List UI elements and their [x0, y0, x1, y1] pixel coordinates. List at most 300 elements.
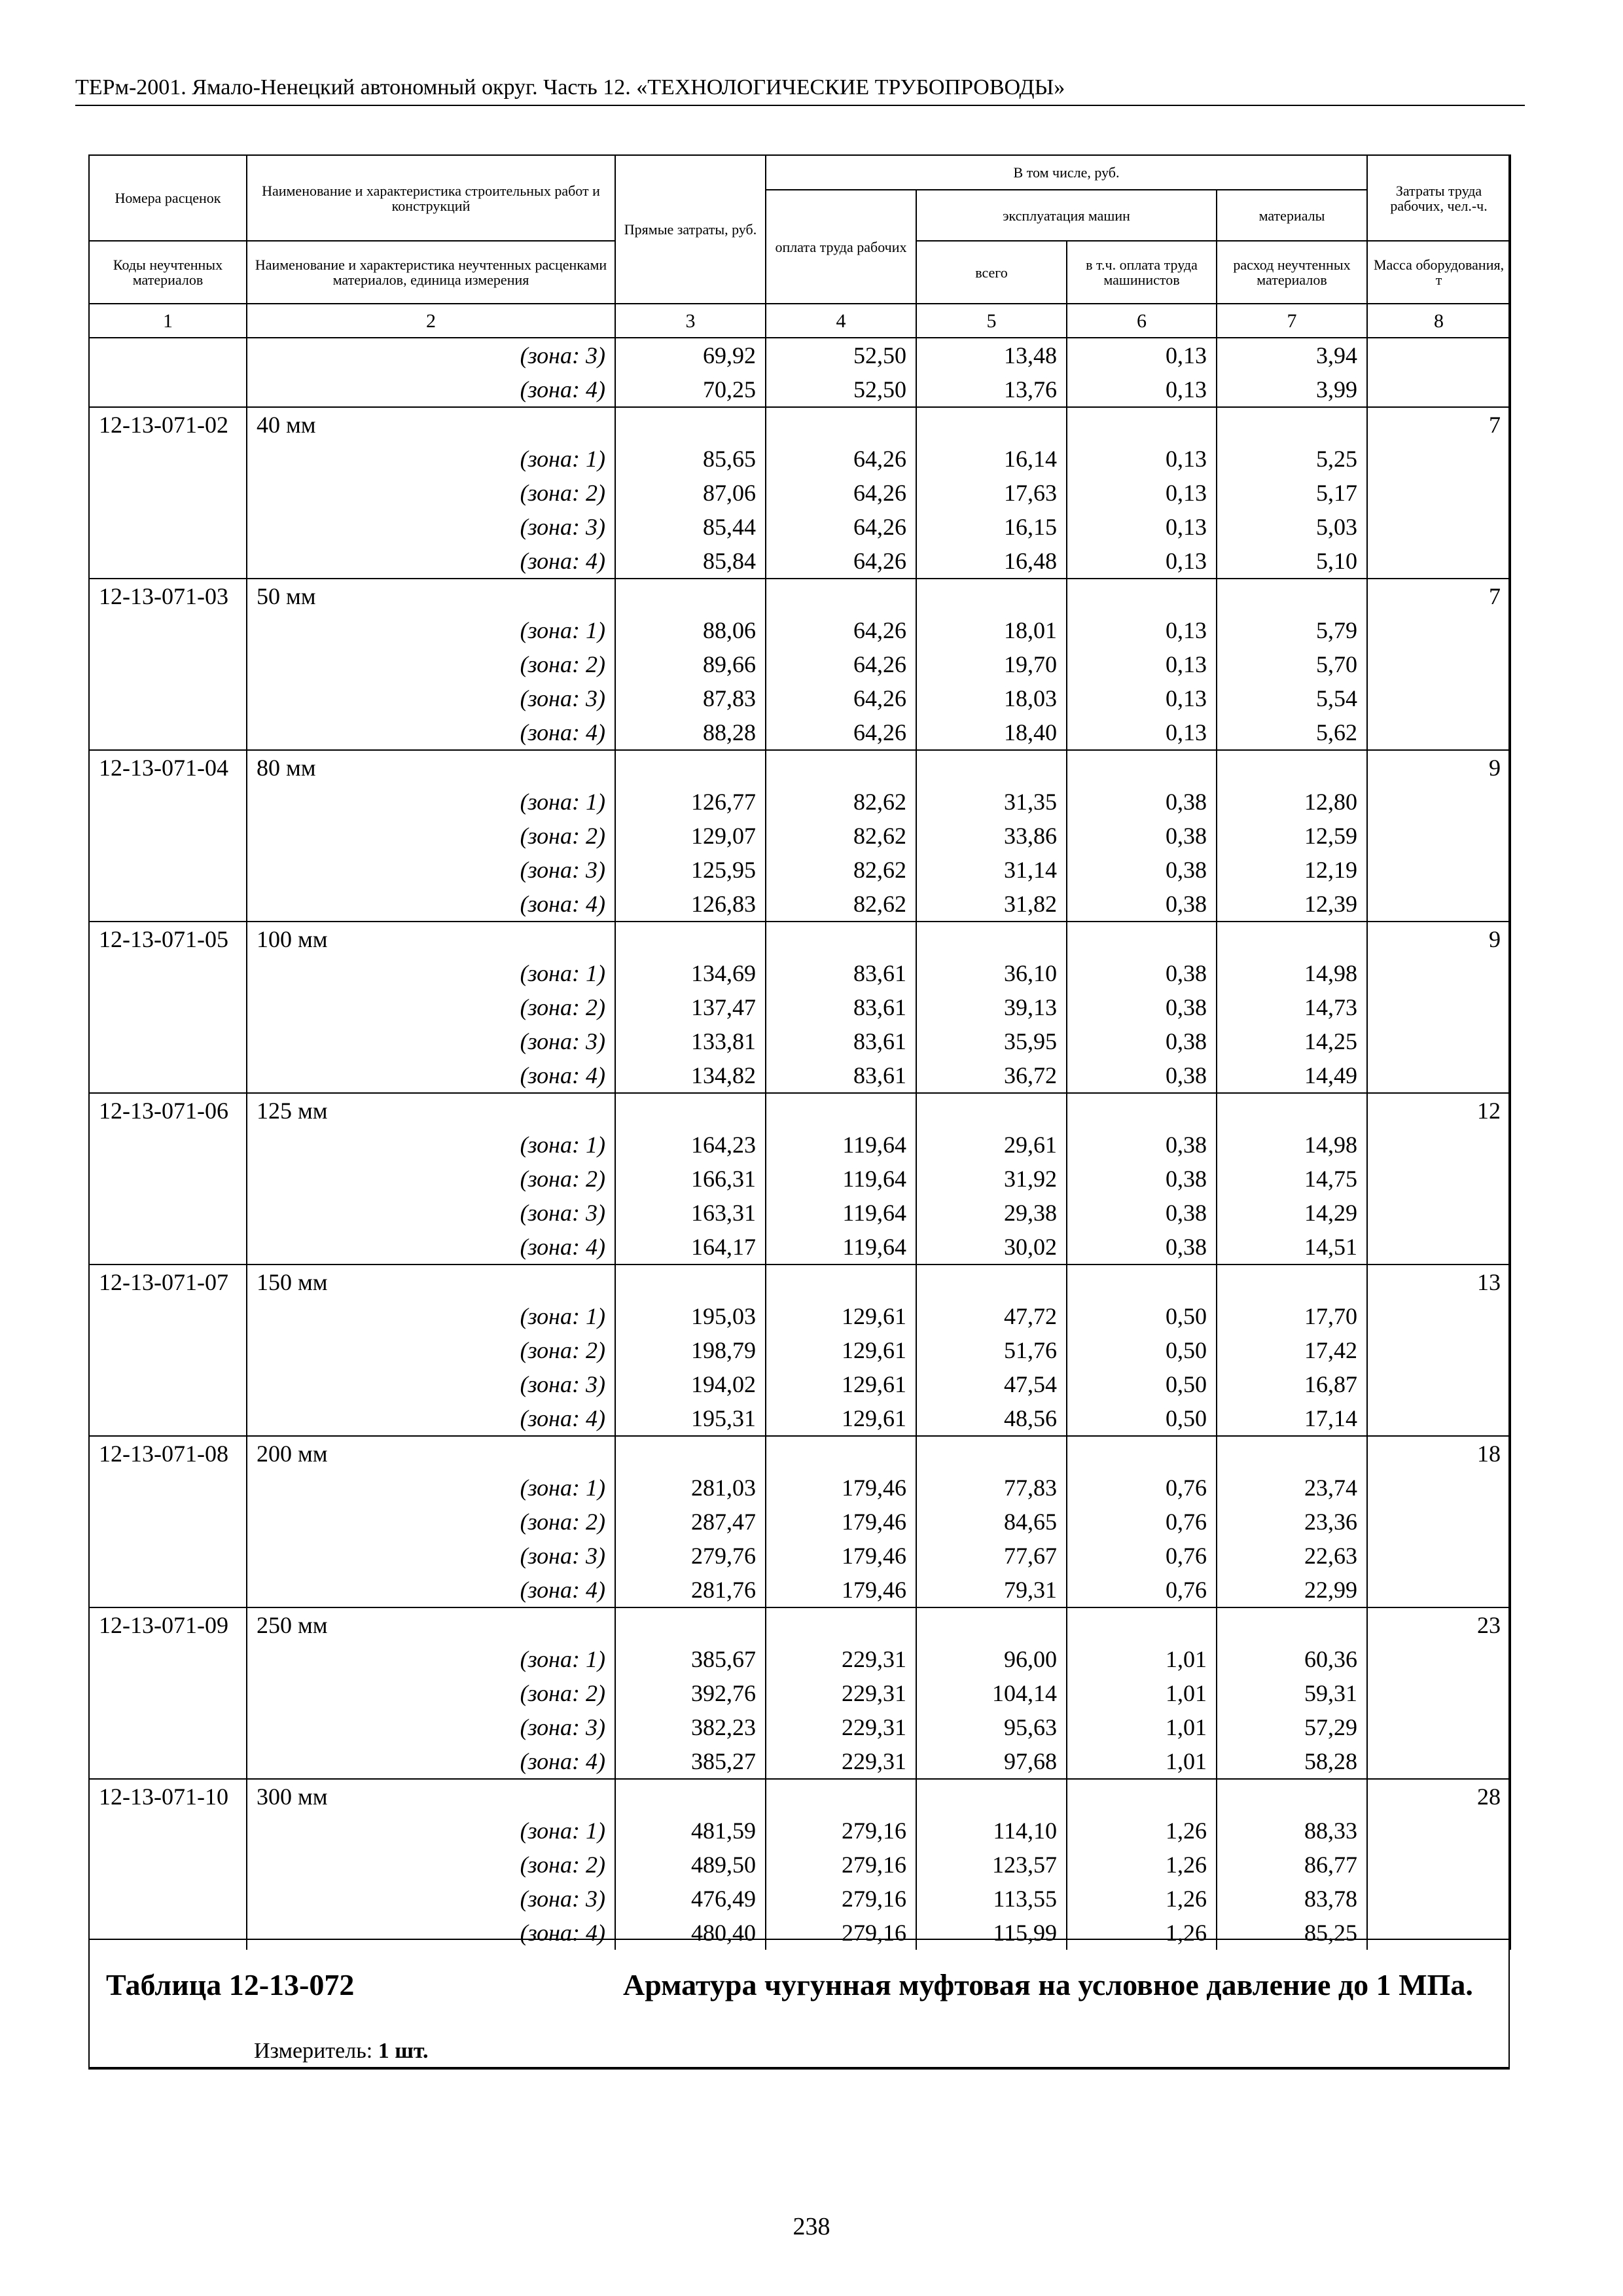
labor-cell — [1367, 510, 1510, 544]
machines-value: 29,61 — [916, 1128, 1067, 1162]
machine-wages-value: 0,38 — [1067, 1058, 1217, 1093]
machine-wages-value: 0,50 — [1067, 1367, 1217, 1401]
materials-value: 3,94 — [1217, 338, 1367, 372]
column-number: 7 — [1217, 304, 1367, 338]
direct-costs-value: 194,02 — [615, 1367, 766, 1401]
direct-costs-value: 87,06 — [615, 476, 766, 510]
empty-cell — [916, 1265, 1067, 1299]
machine-wages-value: 0,13 — [1067, 476, 1217, 510]
materials-value: 5,03 — [1217, 510, 1367, 544]
header-material-names: Наименование и характеристика неучтенных расценками материалов, единица измерения — [247, 241, 615, 304]
machine-wages-value: 0,38 — [1067, 785, 1217, 819]
table-row — [89, 1128, 1510, 1162]
machines-value: 84,65 — [916, 1505, 1067, 1539]
wages-value: 83,61 — [766, 1024, 916, 1058]
machine-wages-value: 1,26 — [1067, 1848, 1217, 1882]
rate-code: 12-13-071-06 — [89, 1093, 247, 1128]
rate-code-cell — [89, 1058, 247, 1093]
labor-cell — [1367, 1848, 1510, 1882]
labor-cell — [1367, 1230, 1510, 1265]
wages-value: 82,62 — [766, 819, 916, 853]
wages-value: 64,26 — [766, 476, 916, 510]
rate-code-cell — [89, 1505, 247, 1539]
wages-value: 119,64 — [766, 1162, 916, 1196]
page-number: 238 — [793, 2213, 830, 2240]
zone-label: (зона: 2) — [247, 1333, 615, 1367]
rate-code-cell — [89, 442, 247, 476]
rate-code: 12-13-071-07 — [89, 1265, 247, 1299]
table-header — [89, 155, 1510, 338]
machines-value: 114,10 — [916, 1814, 1067, 1848]
rate-code: 12-13-071-05 — [89, 922, 247, 956]
machine-wages-value: 1,01 — [1067, 1744, 1217, 1779]
materials-value: 14,98 — [1217, 1128, 1367, 1162]
wages-value: 83,61 — [766, 956, 916, 990]
header-materials-unaccounted: расход неучтенных материалов — [1217, 241, 1367, 304]
direct-costs-value: 287,47 — [615, 1505, 766, 1539]
materials-value: 17,70 — [1217, 1299, 1367, 1333]
rate-code-cell — [89, 1848, 247, 1882]
machine-wages-value: 0,38 — [1067, 1128, 1217, 1162]
wages-value: 119,64 — [766, 1230, 916, 1265]
machines-value: 95,63 — [916, 1710, 1067, 1744]
empty-cell — [1217, 1779, 1367, 1814]
table-row — [89, 1436, 1510, 1471]
rate-code-cell — [89, 1128, 247, 1162]
empty-cell — [766, 922, 916, 956]
direct-costs-value: 163,31 — [615, 1196, 766, 1230]
empty-cell — [1067, 1607, 1217, 1642]
direct-costs-value: 476,49 — [615, 1882, 766, 1916]
table-row — [89, 715, 1510, 750]
next-table-title: Арматура чугунная муфтовая на условное давление до 1 МПа. — [623, 1968, 1473, 2001]
wages-value: 129,61 — [766, 1367, 916, 1401]
empty-cell — [1217, 579, 1367, 613]
labor-cell — [1367, 476, 1510, 510]
machine-wages-value: 0,38 — [1067, 956, 1217, 990]
rate-code-cell — [89, 681, 247, 715]
machine-wages-value: 0,13 — [1067, 510, 1217, 544]
machines-value: 31,82 — [916, 887, 1067, 922]
labor-value: 9 — [1367, 750, 1510, 785]
rate-code-cell — [89, 785, 247, 819]
empty-cell — [615, 1265, 766, 1299]
wages-value: 119,64 — [766, 1196, 916, 1230]
machine-wages-value: 1,01 — [1067, 1642, 1217, 1676]
zone-label: (зона: 2) — [247, 1505, 615, 1539]
zone-label: (зона: 3) — [247, 1367, 615, 1401]
header-wages: оплата труда рабочих — [766, 190, 916, 304]
table-row — [89, 1471, 1510, 1505]
labor-cell — [1367, 853, 1510, 887]
direct-costs-value: 385,67 — [615, 1642, 766, 1676]
machines-value: 16,48 — [916, 544, 1067, 579]
table-row — [89, 956, 1510, 990]
direct-costs-value: 382,23 — [615, 1710, 766, 1744]
table-row — [89, 1333, 1510, 1367]
zone-label: (зона: 1) — [247, 442, 615, 476]
item-name: 50 мм — [247, 579, 615, 613]
machine-wages-value: 1,26 — [1067, 1916, 1217, 1950]
next-table-label: Таблица 12-13-072 — [106, 1968, 355, 2001]
materials-value: 14,98 — [1217, 956, 1367, 990]
wages-value: 179,46 — [766, 1573, 916, 1607]
labor-value: 7 — [1367, 579, 1510, 613]
table-row — [89, 1024, 1510, 1058]
labor-cell — [1367, 1024, 1510, 1058]
materials-value: 14,75 — [1217, 1162, 1367, 1196]
machine-wages-value: 0,50 — [1067, 1401, 1217, 1436]
machine-wages-value: 0,38 — [1067, 1024, 1217, 1058]
machines-value: 113,55 — [916, 1882, 1067, 1916]
table-row — [89, 407, 1510, 442]
direct-costs-value: 481,59 — [615, 1814, 766, 1848]
machine-wages-value: 0,13 — [1067, 372, 1217, 407]
wages-value: 229,31 — [766, 1642, 916, 1676]
empty-cell — [615, 1093, 766, 1128]
zone-label: (зона: 2) — [247, 1676, 615, 1710]
zone-label: (зона: 1) — [247, 1128, 615, 1162]
direct-costs-value: 126,83 — [615, 887, 766, 922]
labor-cell — [1367, 372, 1510, 407]
labor-cell — [1367, 338, 1510, 372]
machines-value: 48,56 — [916, 1401, 1067, 1436]
materials-value: 12,19 — [1217, 853, 1367, 887]
machines-value: 18,40 — [916, 715, 1067, 750]
machine-wages-value: 0,76 — [1067, 1539, 1217, 1573]
wages-value: 229,31 — [766, 1744, 916, 1779]
item-name: 100 мм — [247, 922, 615, 956]
machine-wages-value: 0,13 — [1067, 613, 1217, 647]
empty-cell — [766, 579, 916, 613]
wages-value: 82,62 — [766, 853, 916, 887]
labor-cell — [1367, 1367, 1510, 1401]
machine-wages-value: 1,01 — [1067, 1676, 1217, 1710]
materials-value: 5,62 — [1217, 715, 1367, 750]
header-in-total: В том числе, руб. — [766, 155, 1367, 190]
item-name: 300 мм — [247, 1779, 615, 1814]
labor-cell — [1367, 1539, 1510, 1573]
direct-costs-value: 279,76 — [615, 1539, 766, 1573]
machine-wages-value: 0,50 — [1067, 1333, 1217, 1367]
labor-cell — [1367, 1814, 1510, 1848]
direct-costs-value: 85,44 — [615, 510, 766, 544]
wages-value: 52,50 — [766, 338, 916, 372]
direct-costs-value: 281,03 — [615, 1471, 766, 1505]
table-row — [89, 1779, 1510, 1814]
column-number: 3 — [615, 304, 766, 338]
labor-cell — [1367, 647, 1510, 681]
rate-code: 12-13-071-10 — [89, 1779, 247, 1814]
labor-value: 9 — [1367, 922, 1510, 956]
zone-label: (зона: 3) — [247, 338, 615, 372]
empty-cell — [1067, 922, 1217, 956]
zone-label: (зона: 3) — [247, 1024, 615, 1058]
machines-value: 79,31 — [916, 1573, 1067, 1607]
empty-cell — [615, 750, 766, 785]
direct-costs-value: 69,92 — [615, 338, 766, 372]
rate-code: 12-13-071-02 — [89, 407, 247, 442]
labor-value: 12 — [1367, 1093, 1510, 1128]
table-row — [89, 922, 1510, 956]
labor-cell — [1367, 715, 1510, 750]
zone-label: (зона: 3) — [247, 510, 615, 544]
labor-cell — [1367, 1128, 1510, 1162]
machines-value: 35,95 — [916, 1024, 1067, 1058]
zone-label: (зона: 3) — [247, 1710, 615, 1744]
rate-code: 12-13-071-04 — [89, 750, 247, 785]
machine-wages-value: 0,38 — [1067, 853, 1217, 887]
table-row — [89, 510, 1510, 544]
header-labor: Затраты труда рабочих, чел.-ч. — [1367, 155, 1510, 241]
rate-code-cell — [89, 510, 247, 544]
table-row — [89, 647, 1510, 681]
direct-costs-value: 85,84 — [615, 544, 766, 579]
labor-cell — [1367, 1162, 1510, 1196]
labor-cell — [1367, 1573, 1510, 1607]
wages-value: 229,31 — [766, 1676, 916, 1710]
running-title: ТЕРм-2001. Ямало-Ненецкий автономный округ. Часть 12. «ТЕХНОЛОГИЧЕСКИЕ ТРУБОПРОВОДЫ» — [75, 73, 1525, 106]
direct-costs-value: 385,27 — [615, 1744, 766, 1779]
empty-cell — [1067, 750, 1217, 785]
rate-code-cell — [89, 1401, 247, 1436]
labor-cell — [1367, 544, 1510, 579]
measurement-unit — [254, 2038, 429, 2064]
rate-code-cell — [89, 1024, 247, 1058]
machines-value: 31,14 — [916, 853, 1067, 887]
empty-cell — [1067, 1265, 1217, 1299]
table-row — [89, 372, 1510, 407]
labor-cell — [1367, 1333, 1510, 1367]
zone-label: (зона: 4) — [247, 887, 615, 922]
labor-cell — [1367, 1642, 1510, 1676]
machine-wages-value: 0,38 — [1067, 990, 1217, 1024]
empty-cell — [916, 922, 1067, 956]
machine-wages-value: 1,26 — [1067, 1882, 1217, 1916]
materials-value: 5,17 — [1217, 476, 1367, 510]
empty-cell — [1217, 1093, 1367, 1128]
empty-cell — [1067, 1436, 1217, 1471]
header-machine-wages: в т.ч. оплата труда машинистов — [1067, 241, 1217, 304]
machines-value: 17,63 — [916, 476, 1067, 510]
wages-value: 279,16 — [766, 1882, 916, 1916]
zone-label: (зона: 3) — [247, 853, 615, 887]
direct-costs-value: 164,17 — [615, 1230, 766, 1265]
labor-cell — [1367, 1744, 1510, 1779]
empty-cell — [1067, 407, 1217, 442]
materials-value: 3,99 — [1217, 372, 1367, 407]
empty-cell — [766, 750, 916, 785]
machine-wages-value: 0,76 — [1067, 1573, 1217, 1607]
header-materials: материалы — [1217, 190, 1367, 241]
materials-value: 14,49 — [1217, 1058, 1367, 1093]
machines-value: 16,14 — [916, 442, 1067, 476]
item-name: 80 мм — [247, 750, 615, 785]
wages-value: 129,61 — [766, 1299, 916, 1333]
table-row — [89, 1058, 1510, 1093]
machines-value: 36,10 — [916, 956, 1067, 990]
machine-wages-value: 0,76 — [1067, 1505, 1217, 1539]
rate-code-cell — [89, 715, 247, 750]
empty-cell — [615, 1779, 766, 1814]
rate-code-cell — [89, 1162, 247, 1196]
labor-cell — [1367, 1505, 1510, 1539]
machine-wages-value: 0,13 — [1067, 715, 1217, 750]
header-equipment-mass: Масса оборудования, т — [1367, 241, 1510, 304]
machines-value: 18,01 — [916, 613, 1067, 647]
header-machines-total: всего — [916, 241, 1067, 304]
rate-code-cell — [89, 1710, 247, 1744]
labor-cell — [1367, 1299, 1510, 1333]
wages-value: 179,46 — [766, 1471, 916, 1505]
machine-wages-value: 0,13 — [1067, 681, 1217, 715]
rate-code-cell — [89, 613, 247, 647]
direct-costs-value: 489,50 — [615, 1848, 766, 1882]
wages-value: 64,26 — [766, 544, 916, 579]
zone-label: (зона: 3) — [247, 1196, 615, 1230]
rate-code-cell — [89, 1882, 247, 1916]
empty-cell — [1067, 1779, 1217, 1814]
labor-cell — [1367, 1058, 1510, 1093]
machines-value: 29,38 — [916, 1196, 1067, 1230]
labor-cell — [1367, 956, 1510, 990]
machines-value: 96,00 — [916, 1642, 1067, 1676]
zone-label: (зона: 3) — [247, 1882, 615, 1916]
column-number: 8 — [1367, 304, 1510, 338]
wages-value: 64,26 — [766, 715, 916, 750]
machines-value: 123,57 — [916, 1848, 1067, 1882]
rate-code-cell — [89, 887, 247, 922]
zone-label: (зона: 1) — [247, 1642, 615, 1676]
empty-cell — [766, 1779, 916, 1814]
table-row — [89, 1710, 1510, 1744]
machines-value: 36,72 — [916, 1058, 1067, 1093]
labor-cell — [1367, 1196, 1510, 1230]
rate-code-cell — [89, 819, 247, 853]
empty-cell — [1217, 1265, 1367, 1299]
machines-value: 47,72 — [916, 1299, 1067, 1333]
table-row — [89, 785, 1510, 819]
column-number: 5 — [916, 304, 1067, 338]
wages-value: 64,26 — [766, 442, 916, 476]
table-row — [89, 1401, 1510, 1436]
materials-value: 12,80 — [1217, 785, 1367, 819]
wages-value: 82,62 — [766, 785, 916, 819]
direct-costs-value: 88,06 — [615, 613, 766, 647]
direct-costs-value: 134,82 — [615, 1058, 766, 1093]
zone-label: (зона: 4) — [247, 1573, 615, 1607]
table-row — [89, 1573, 1510, 1607]
wages-value: 83,61 — [766, 990, 916, 1024]
rate-code-cell — [89, 372, 247, 407]
table-row — [89, 1230, 1510, 1265]
rate-code: 12-13-071-09 — [89, 1607, 247, 1642]
zone-label: (зона: 4) — [247, 715, 615, 750]
wages-value: 64,26 — [766, 613, 916, 647]
rate-code: 12-13-071-08 — [89, 1436, 247, 1471]
rate-code-cell — [89, 1333, 247, 1367]
item-name: 200 мм — [247, 1436, 615, 1471]
zone-label: (зона: 1) — [247, 1299, 615, 1333]
table-row — [89, 1196, 1510, 1230]
machines-value: 77,83 — [916, 1471, 1067, 1505]
materials-value: 14,73 — [1217, 990, 1367, 1024]
rate-code-cell — [89, 544, 247, 579]
table-row — [89, 819, 1510, 853]
materials-value: 22,63 — [1217, 1539, 1367, 1573]
materials-value: 17,14 — [1217, 1401, 1367, 1436]
machine-wages-value: 0,13 — [1067, 544, 1217, 579]
empty-cell — [766, 1607, 916, 1642]
rate-code-cell — [89, 1642, 247, 1676]
machine-wages-value: 1,26 — [1067, 1814, 1217, 1848]
machine-wages-value: 0,38 — [1067, 1196, 1217, 1230]
materials-value: 23,36 — [1217, 1505, 1367, 1539]
machines-value: 47,54 — [916, 1367, 1067, 1401]
machines-value: 18,03 — [916, 681, 1067, 715]
machine-wages-value: 0,38 — [1067, 819, 1217, 853]
rates-table — [88, 154, 1511, 1950]
direct-costs-value: 125,95 — [615, 853, 766, 887]
table-row — [89, 1093, 1510, 1128]
table-row — [89, 1299, 1510, 1333]
materials-value: 14,29 — [1217, 1196, 1367, 1230]
machines-value: 16,15 — [916, 510, 1067, 544]
zone-label: (зона: 1) — [247, 1471, 615, 1505]
direct-costs-value: 89,66 — [615, 647, 766, 681]
materials-value: 17,42 — [1217, 1333, 1367, 1367]
labor-cell — [1367, 681, 1510, 715]
machines-value: 104,14 — [916, 1676, 1067, 1710]
zone-label: (зона: 2) — [247, 476, 615, 510]
materials-value: 5,79 — [1217, 613, 1367, 647]
labor-cell — [1367, 1471, 1510, 1505]
rate-code-cell — [89, 1230, 247, 1265]
empty-cell — [615, 579, 766, 613]
rate-code: 12-13-071-03 — [89, 579, 247, 613]
wages-value: 52,50 — [766, 372, 916, 407]
materials-value: 12,39 — [1217, 887, 1367, 922]
direct-costs-value: 88,28 — [615, 715, 766, 750]
empty-cell — [766, 407, 916, 442]
direct-costs-value: 87,83 — [615, 681, 766, 715]
wages-value: 179,46 — [766, 1505, 916, 1539]
direct-costs-value: 126,77 — [615, 785, 766, 819]
rate-code-cell — [89, 338, 247, 372]
zone-label: (зона: 1) — [247, 956, 615, 990]
empty-cell — [1217, 1607, 1367, 1642]
machines-value: 13,48 — [916, 338, 1067, 372]
item-name: 40 мм — [247, 407, 615, 442]
machines-value: 77,67 — [916, 1539, 1067, 1573]
wages-value: 279,16 — [766, 1848, 916, 1882]
materials-value: 59,31 — [1217, 1676, 1367, 1710]
column-number: 6 — [1067, 304, 1217, 338]
zone-label: (зона: 4) — [247, 1744, 615, 1779]
zone-label: (зона: 2) — [247, 1162, 615, 1196]
zone-label: (зона: 3) — [247, 681, 615, 715]
header-rate-numbers: Номера расценок — [89, 155, 247, 241]
table-row — [89, 476, 1510, 510]
column-number: 2 — [247, 304, 615, 338]
direct-costs-value: 480,40 — [615, 1916, 766, 1950]
table-row — [89, 750, 1510, 785]
empty-cell — [766, 1265, 916, 1299]
item-name: 250 мм — [247, 1607, 615, 1642]
empty-cell — [1067, 579, 1217, 613]
header-machines: эксплуатация машин — [916, 190, 1217, 241]
table-row — [89, 1848, 1510, 1882]
